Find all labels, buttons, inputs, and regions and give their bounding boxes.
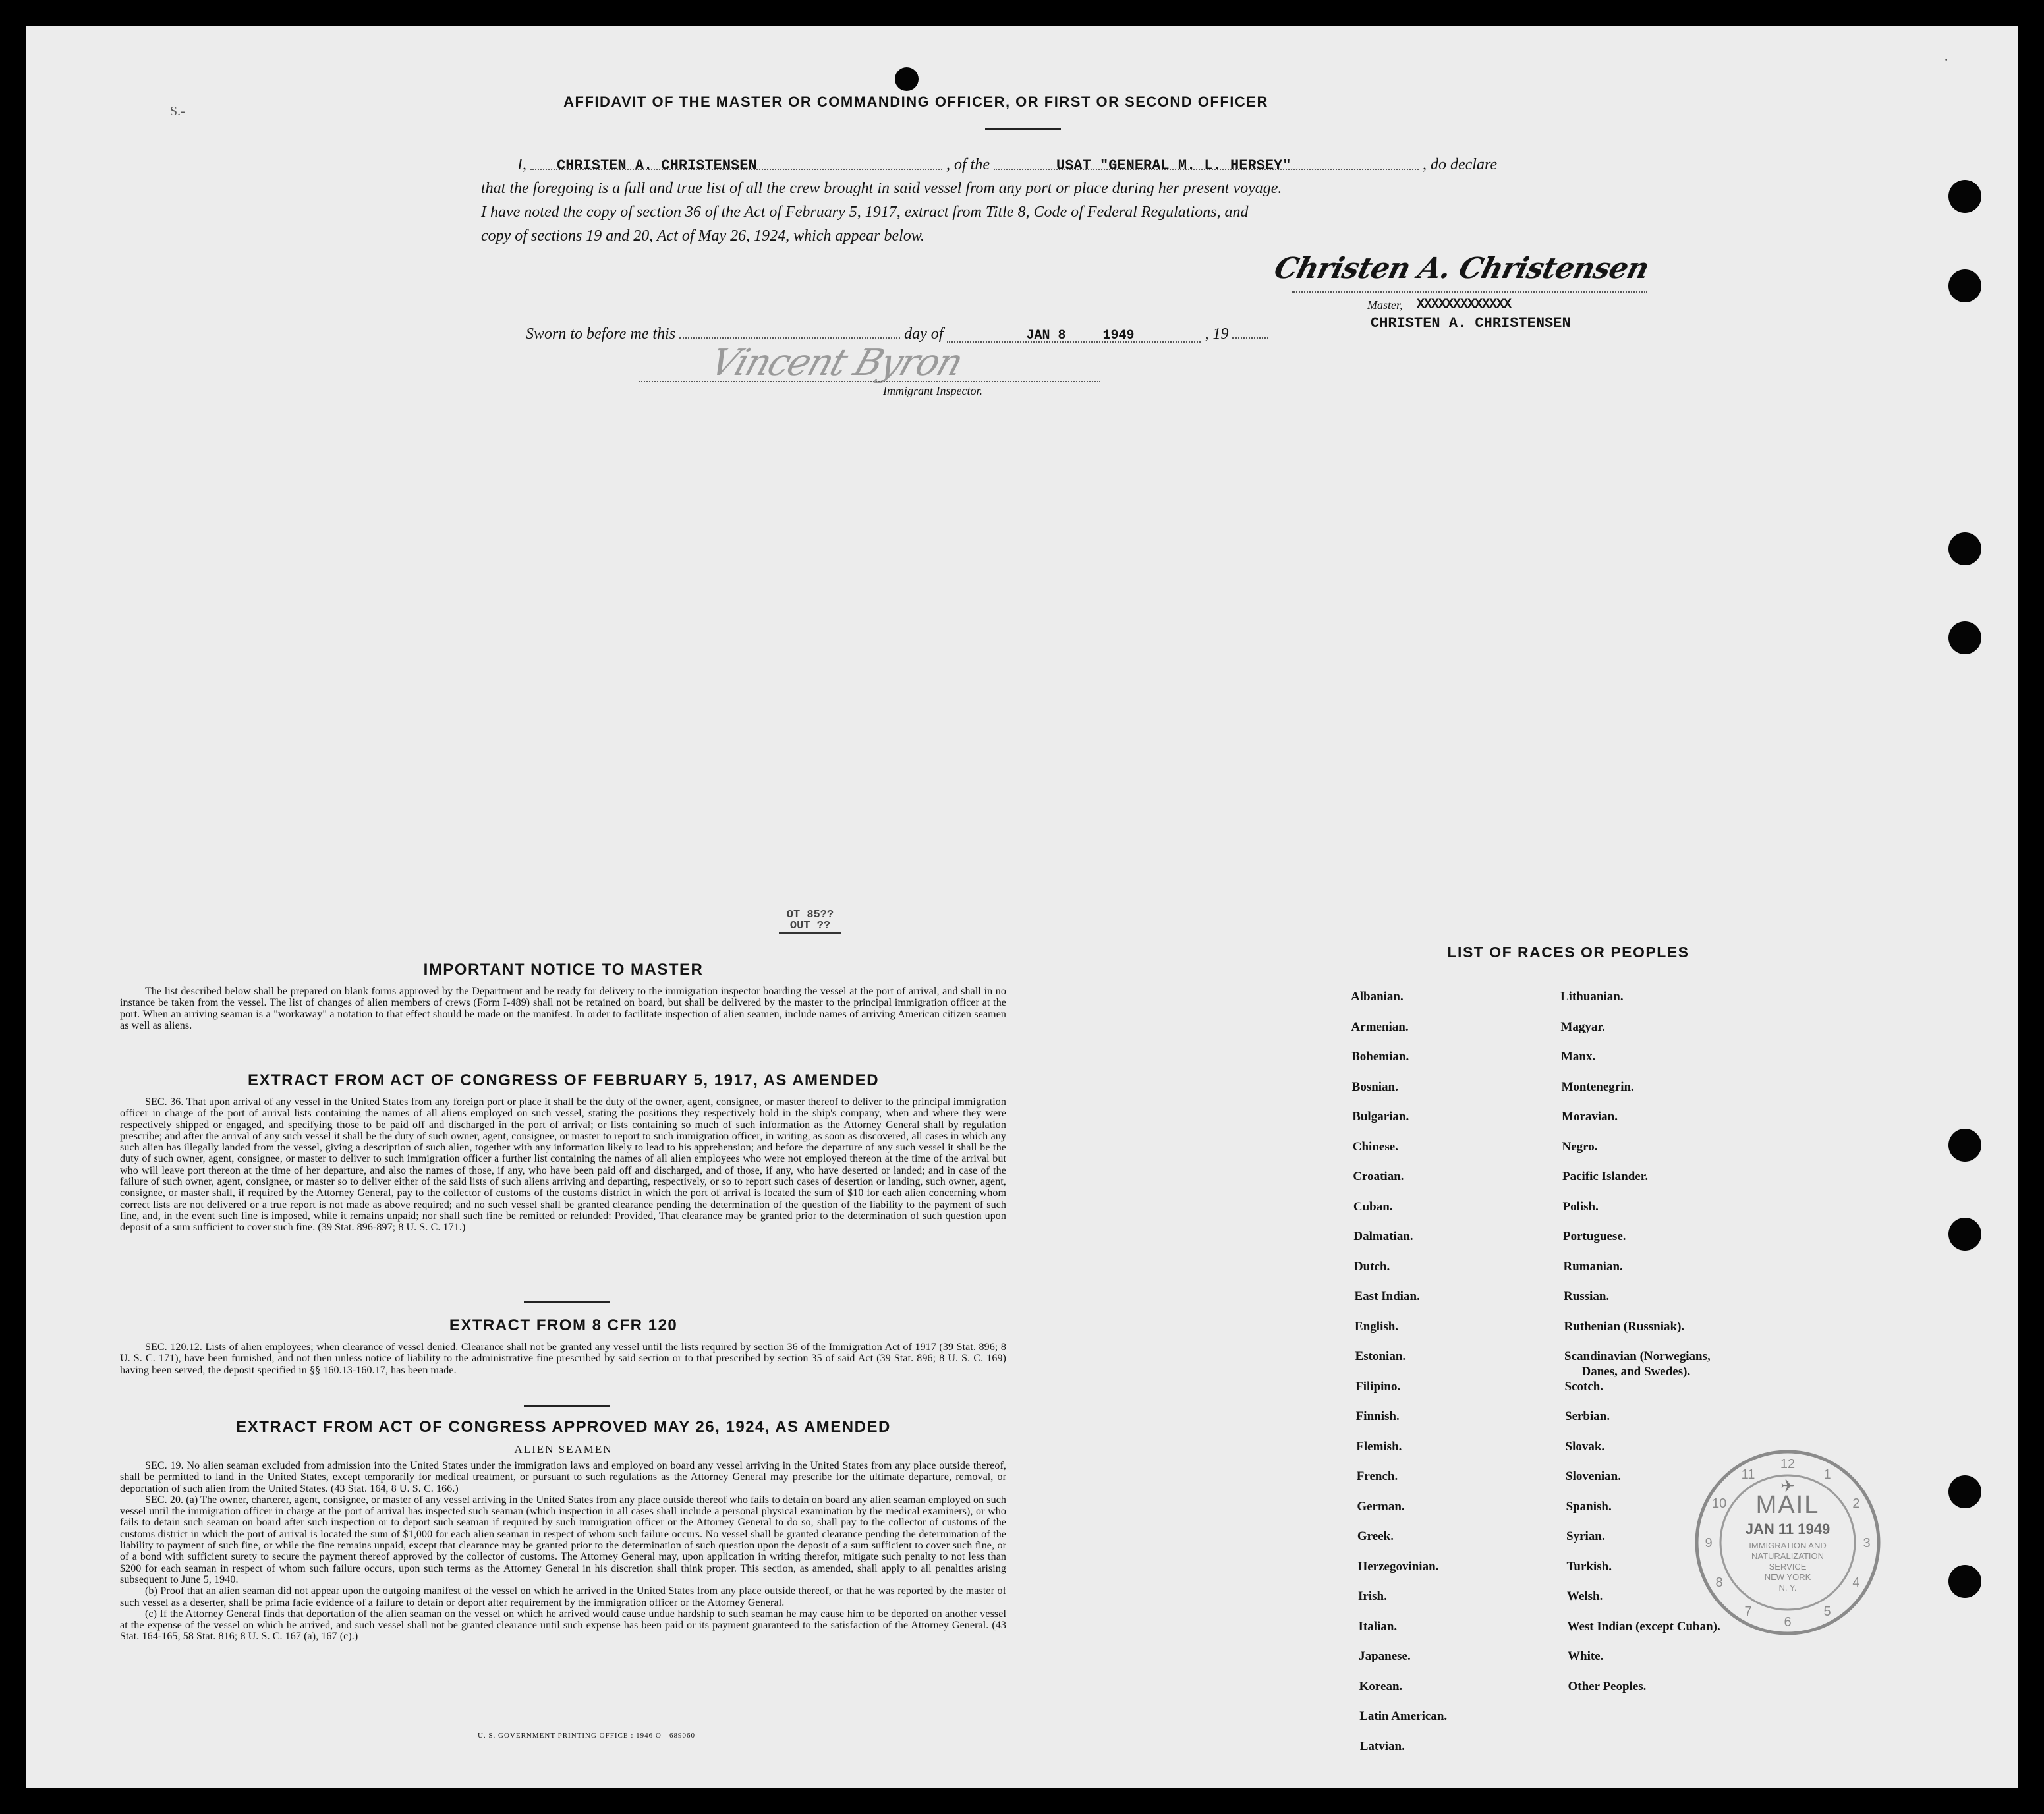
race-left-item: Japanese. — [1359, 1649, 1411, 1663]
extract-1917-text — [120, 1096, 1006, 1233]
race-right-item: Slovak. — [1565, 1439, 1605, 1454]
race-right-item: Ruthenian (Russniak). — [1564, 1319, 1685, 1334]
race-left-item: Estonian. — [1355, 1349, 1406, 1363]
sworn-date: JAN 8 — [1026, 328, 1066, 343]
race-left-item: Filipino. — [1355, 1379, 1401, 1394]
divider-2 — [524, 1405, 610, 1407]
race-left-item: Cuban. — [1353, 1199, 1393, 1214]
race-left-item: Chinese. — [1352, 1139, 1398, 1154]
mail-stamp-dial-number: 12 — [1780, 1457, 1796, 1471]
race-left-item: Greek. — [1357, 1529, 1394, 1543]
punch-hole-top — [895, 67, 919, 91]
race-left-item: Flemish. — [1356, 1439, 1402, 1454]
mail-stamp-date: JAN 11 1949 — [1745, 1521, 1831, 1537]
notice-title: IMPORTANT NOTICE TO MASTER — [423, 961, 704, 978]
mail-stamp-line-3: SERVICE — [1769, 1562, 1807, 1572]
race-right-item: Turkish. — [1566, 1559, 1612, 1573]
mail-stamp-label: MAIL — [1755, 1491, 1820, 1519]
notice-text — [120, 986, 1006, 1031]
affidavit-body — [481, 153, 1634, 248]
sec-36-paragraph: SEC. 36. That upon arrival of any vessel in the United States from any foreign port or place it shall be the duty of the owner, agent, consignee, or master thereof to deliver to the principal immigration officer in charge of the port of arrival lists containing the names of all aliens employed on such vessel, stating the positions they respectively hold in the ship's company, when and where they were respectively shipped or engaged, and specifying those to be paid off and discharged in the port of arrival; or lists containing so much of such information as the Attorney General shall by regulation prescribe; and after the arrival of any such vessel it shall be the duty of such owner, agent, consignee, or master to report to such immigration officer, in writing, as soon as discovered, all cases in which any such alien has illegally landed from the vessel, giving a description of such alien, together with any information likely to lead to his apprehension; and before the departure of any such vessel it shall be the duty of such owner, agent, consignee, or master to deliver to such immigration officer a further list containing the names of all alien employees who were not employed thereon at the time of the arrival but who will leave port thereon at the time of her departure, and also the names of those, if any, who have been paid off and discharged, and of those, if any, who have deserted or landed; and in case of the failure of such owner, agent, consignee, or master so to deliver either of the said lists of such aliens arriving and departing, respectively, or so to report such cases of desertion or landing, such owner, agent, consignee, or master shall, if required by the Attorney General, pay to the collector of customs of the customs district in which the port of arrival is located the sum of $10 for each alien concerning whom correct lists are not delivered or a true report is not made as above required; and no such vessel shall be granted clearance pending the determination of the question of the liability to the payment of such fine, and, in the event such fine is imposed, while it remains unpaid; nor shall such fine be remitted or refunded: Provided, That clearance may be granted prior to the determination of such question upon deposit of a sum sufficient to cover such fine. (39 Stat. 896-897; 8 U. S. C. 171.) — [120, 1096, 1006, 1233]
alien-seamen-subtitle: ALIEN SEAMEN — [514, 1443, 613, 1456]
notice-paragraph: The list described below shall be prepared on blank forms approved by the Department and be ready for delivery to the immigration inspector boarding the vessel at the port of arrival, and shall in no instance be taken from the vessel. The list of changes of alien members of crews (Form I-489) shall not be retained on board, but shall be delivered by the master to the principal immigration officer at the port. When an arriving seaman is a "workaway" a notation to that effect should be made on the manifest. In order to facilitate inspection of alien seamen, include names of arriving American citizen seamen as well as aliens. — [120, 986, 1006, 1031]
race-left-item: Croatian. — [1353, 1170, 1404, 1183]
race-left-item: Latvian. — [1359, 1739, 1405, 1753]
extract-cfr-text — [120, 1342, 1006, 1376]
race-left-item: Irish. — [1358, 1589, 1387, 1603]
race-left-item: Finnish. — [1355, 1409, 1400, 1423]
race-right-item: Welsh. — [1567, 1589, 1603, 1603]
sec-20b-paragraph: (b) Proof that an alien seaman did not appear upon the outgoing manifest of the vessel on which he arrived in the United States from any place outside thereof, or that he was reported by the master of such vessel as a deserter, shall be prima facie evidence of a failure to detain or deport after requirement by the immigration officer or the Attorney General. — [120, 1585, 1006, 1608]
extract-cfr-title: EXTRACT FROM 8 CFR 120 — [449, 1317, 678, 1334]
small-stamp — [779, 909, 841, 934]
race-right-item: West Indian (except Cuban). — [1567, 1619, 1720, 1633]
corner-mark: S.- — [170, 104, 185, 119]
punch-hole-right-5 — [1948, 1129, 1981, 1162]
affidavit-line-2: that the foregoing is a full and true list of all the crew brought in said vessel from any port or place during her present voyage. — [481, 180, 1282, 197]
extract-1917-title: EXTRACT FROM ACT OF CONGRESS OF FEBRUARY 5, 1917, AS AMENDED — [247, 1071, 880, 1089]
master-label: Master, — [1367, 298, 1403, 312]
punch-hole-right-8 — [1948, 1565, 1981, 1598]
affidavit-line-3: I have noted the copy of section 36 of the Act of February 5, 1917, extract from Title 8, Code of Federal Regulations, and — [481, 204, 1249, 221]
race-right-item: White. — [1568, 1649, 1604, 1663]
corner-dot: · — [1944, 51, 1949, 68]
master-typed-name: CHRISTEN A. CHRISTENSEN — [1371, 315, 1571, 331]
race-right-item: Scotch. — [1564, 1379, 1604, 1394]
punch-hole-right-6 — [1948, 1218, 1981, 1251]
race-right-item: Rumanian. — [1563, 1259, 1623, 1274]
affidavit-line-1 — [481, 153, 1634, 177]
race-right-item: Syrian. — [1566, 1529, 1605, 1543]
master-name-field — [530, 153, 942, 174]
small-stamp-line-2: OUT ?? — [789, 920, 831, 932]
small-stamp-line-1: OT 85?? — [786, 909, 834, 921]
mail-stamp-line-1: IMMIGRATION AND — [1749, 1541, 1827, 1550]
sworn-line — [526, 322, 1268, 343]
race-left-item: Bosnian. — [1351, 1079, 1398, 1094]
struck-text: XXXXXXXXXXXXX — [1417, 297, 1512, 312]
mail-stamp-dial-number: 1 — [1823, 1467, 1831, 1483]
race-left-item: Latin American. — [1359, 1709, 1448, 1723]
punch-hole-right-3 — [1948, 532, 1981, 565]
mail-stamp-line-2: NATURALIZATION — [1751, 1551, 1825, 1561]
race-right-item: Spanish. — [1566, 1499, 1612, 1514]
mail-stamp — [1692, 1447, 1883, 1638]
race-right-item: Manx. — [1561, 1050, 1596, 1063]
race-left-item: Dutch. — [1353, 1259, 1390, 1274]
race-right-item: Moravian. — [1562, 1110, 1618, 1123]
sworn-month-field — [947, 326, 1201, 343]
sec-20c-paragraph: (c) If the Attorney General finds that deportation of the alien seaman on the vessel on which he arrived would cause undue hardship to such seaman he may cause him to be deported on another vessel at the expense of the vessel on which he arrived, and such vessel shall not be granted clearance until such expense has been paid or its payment guaranteed to the satisfaction of the Attorney General. (43 Stat. 164-165, 58 Stat. 816; 8 U. S. C. 167 (a), 167 (c).) — [120, 1608, 1006, 1643]
race-left-item: Bohemian. — [1351, 1050, 1409, 1063]
mail-stamp-line-4: NEW YORK — [1764, 1572, 1811, 1582]
sec-20a-paragraph: SEC. 20. (a) The owner, charterer, agent, consignee, or master of any vessel arriving in the United States from any place outside thereof who fails to detain on board any alien seaman employed on such vessel until the immigration officer in charge at the port of arrival has inspected such seaman (which inspection in all cases shall include a personal physical examination by the medical examiners), or who fails to detain such seaman on board after such inspection or to deport such seaman if required by such immigration officer or the Attorney General to do so, shall pay to the collector of customs of the customs district in which the port of arrival is located the sum of $1,000 for each alien seaman in respect of whom such failure occurs. No vessel shall be granted clearance pending the determination of the liability to payment of such fine, or while the fine remains unpaid, except that clearance may be granted prior to the determination of such question upon the deposit of a sum sufficient to cover such fine, or of a bond with sufficient surety to secure the payment thereof approved by the collector of customs. The Attorney General may, upon application in writing therefor, mitigate such penalty to not less than $200 for each seaman in respect of whom such failure occurs, upon such terms as the Attorney General in his discretion shall think proper. This section, as amended, shall apply to all penalties arising subsequent to June 5, 1940. — [120, 1494, 1006, 1585]
punch-hole-right-2 — [1948, 269, 1981, 302]
mail-stamp-dial-number: 11 — [1741, 1467, 1755, 1483]
race-right-item: Serbian. — [1565, 1409, 1610, 1423]
mail-stamp-line-5: N. Y. — [1778, 1583, 1797, 1593]
race-left-item: Korean. — [1359, 1679, 1403, 1693]
mail-stamp-dial-number: 5 — [1823, 1604, 1831, 1619]
inspector-signature: Vincent Byron — [704, 341, 968, 384]
master-name: CHRISTEN A. CHRISTENSEN — [557, 157, 757, 174]
mail-stamp-dial-number: 3 — [1863, 1536, 1871, 1550]
race-right-item: Slovenian. — [1566, 1469, 1621, 1483]
year-prefix: , 19 — [1205, 326, 1229, 343]
race-right-item: Portuguese. — [1563, 1230, 1626, 1243]
day-of-label: day of — [904, 326, 944, 343]
races-title: LIST OF RACES OR PEOPLES — [1447, 944, 1689, 961]
affidavit-line-4: copy of sections 19 and 20, Act of May 26, 1924, which appear below. — [481, 227, 925, 244]
mail-stamp-dial-number: 4 — [1852, 1575, 1860, 1590]
race-left-item: English. — [1355, 1319, 1399, 1334]
mail-stamp-dial-number: 6 — [1784, 1615, 1792, 1630]
extract-1924-text — [120, 1460, 1006, 1643]
race-right-item: Danes, and Swedes). — [1581, 1365, 1691, 1378]
race-right-item: Montenegrin. — [1561, 1079, 1634, 1094]
mail-stamp-dial-number: 9 — [1705, 1536, 1713, 1550]
race-right-item: Russian. — [1564, 1290, 1610, 1303]
race-left-item: Armenian. — [1351, 1019, 1409, 1034]
race-left-item: East Indian. — [1354, 1290, 1420, 1303]
signature-line — [1292, 291, 1647, 293]
title-divider — [985, 128, 1061, 130]
race-right-item: Magyar. — [1560, 1019, 1605, 1034]
mail-stamp-dial-number: 2 — [1852, 1496, 1860, 1511]
sworn-day-field — [679, 322, 900, 339]
punch-hole-right-7 — [1948, 1475, 1981, 1508]
race-left-item: Bulgarian. — [1352, 1110, 1409, 1123]
race-right-item: Scandinavian (Norwegians, — [1564, 1349, 1711, 1363]
master-signature: Christen A. Christensen — [1270, 252, 1653, 285]
sec-19-paragraph: SEC. 19. No alien seaman excluded from admission into the United States under the immigration laws and employed on board any vessel arriving in the United States from any place outside thereof, shall be permitted to land in the United States, except temporarily for medical treatment, or pursuant to such regulations as the Attorney General may prescribe for the ultimate departure, removal, or deportation of such alien from the United States. (43 Stat. 164, 8 U. S. C. 166.) — [120, 1460, 1006, 1494]
inspector-label: Immigrant Inspector. — [883, 384, 982, 397]
race-left-item: French. — [1356, 1469, 1398, 1483]
inspector-signature-line — [639, 381, 1100, 382]
race-left-item: Albanian. — [1351, 990, 1404, 1004]
race-right-item: Polish. — [1562, 1199, 1599, 1214]
document-page — [26, 26, 2018, 1788]
race-left-item: German. — [1357, 1499, 1405, 1514]
mail-stamp-dial-number: 10 — [1711, 1496, 1727, 1511]
mail-stamp-arrow-icon: ✈ — [1780, 1477, 1795, 1496]
mail-stamp-dial-number: 8 — [1715, 1575, 1723, 1590]
sec-120-12-paragraph: SEC. 120.12. Lists of alien employees; when clearance of vessel denied. Clearance shall not be granted any vessel until the lists required by section 36 of the Immigration Act of 1917 (39 Stat. 896; 8 U. S. C. 171), have been furnished, and not then unless notice of liability to the administrative fine prescribed by said section or to that prescribed by section 35 of said Act (39 Stat. 896; 8 U. S. C. 169) having been served, the deposit specified in §§ 160.13-160.17, has been made. — [120, 1342, 1006, 1376]
sworn-label: Sworn to before me this — [526, 326, 676, 343]
mail-stamp-dial-number: 7 — [1744, 1604, 1752, 1619]
race-left-item: Herzegovinian. — [1357, 1559, 1439, 1573]
vessel-name-field — [994, 153, 1419, 174]
vessel-name: USAT "GENERAL M. L. HERSEY" — [1056, 157, 1292, 174]
year-suffix-field — [1232, 322, 1268, 339]
do-declare-label: , do declare — [1423, 156, 1498, 173]
divider-1 — [524, 1301, 610, 1303]
punch-hole-right-1 — [1948, 180, 1981, 213]
of-the-label: , of the — [946, 156, 990, 173]
affidavit-i: I, — [517, 156, 526, 173]
race-right-item: Other Peoples. — [1568, 1679, 1647, 1693]
printing-office-imprint: U. S. GOVERNMENT PRINTING OFFICE : 1946 O - 689060 — [477, 1732, 695, 1740]
race-right-item: Lithuanian. — [1560, 990, 1624, 1004]
punch-hole-right-4 — [1948, 621, 1981, 654]
race-right-item: Pacific Islander. — [1562, 1170, 1649, 1183]
affidavit-title: AFFIDAVIT OF THE MASTER OR COMMANDING OFFICER, OR FIRST OR SECOND OFFICER — [563, 94, 1268, 110]
extract-1924-title: EXTRACT FROM ACT OF CONGRESS APPROVED MAY 26, 1924, AS AMENDED — [236, 1418, 891, 1436]
sworn-year: 1949 — [1102, 328, 1135, 343]
race-left-item: Dalmatian. — [1353, 1230, 1413, 1243]
race-left-item: Italian. — [1358, 1619, 1398, 1633]
race-right-item: Negro. — [1562, 1139, 1598, 1154]
